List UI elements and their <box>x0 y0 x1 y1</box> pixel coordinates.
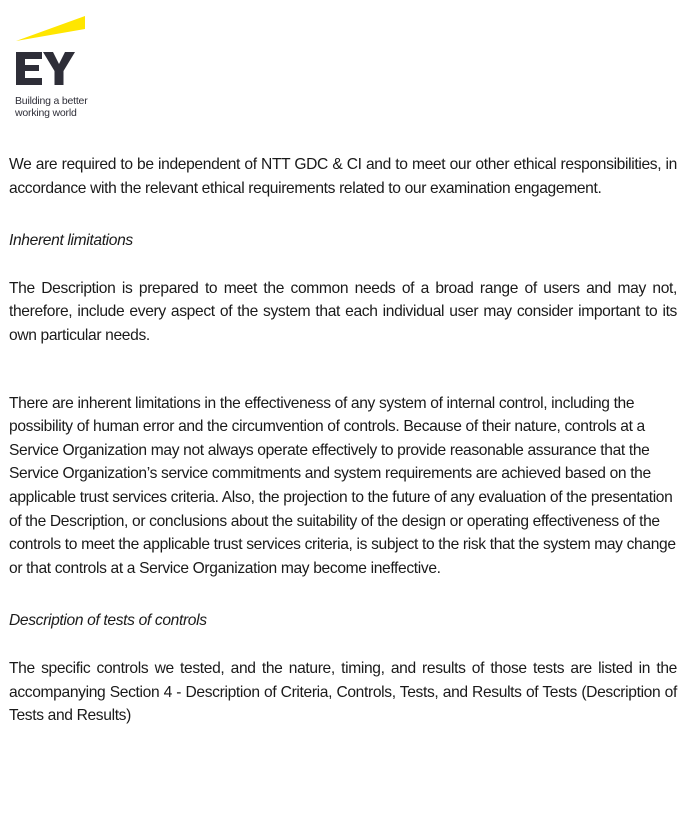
independence-paragraph: We are required to be independent of NTT GDC & CI and to meet our other ethical responsibilities, in accordance with the relevant ethical requirements related to our examination engagement. <box>9 156 677 197</box>
ey-logo-mark <box>12 14 112 94</box>
tagline-line-1: Building a better <box>15 95 88 107</box>
document-body <box>9 153 677 728</box>
logo-letters <box>16 52 75 85</box>
logo-beam <box>16 16 85 41</box>
description-prepared-paragraph: The Description is prepared to meet the common needs of a broad range of users and may not, therefore, include every aspect of the system that each individual user may consider important to its own particular needs. <box>9 279 677 344</box>
tests-description-paragraph: The specific controls we tested, and the nature, timing, and results of those tests are listed in the accompanying Section 4 - Description of Criteria, Controls, Tests, and Results of Tests (Description of Tests and Results) <box>9 659 677 725</box>
inherent-limitations-heading: Inherent limitations <box>9 232 133 250</box>
ey-logo <box>12 14 112 124</box>
logo-tagline <box>15 95 87 119</box>
inherent-limitations-paragraph: There are inherent limitations in the effectiveness of any system of internal control, including the possibility of human error and the circumvention of controls. Because of their nature, controls at a Service Organization may not always operate effectively to provide reasonable assurance that the Service Organization’s service commitments and system requirements are achieved based on the applicable trust services criteria. Also, the projection to the future of any evaluation of the presentation of the Description, or conclusions about the suitability of the design or operating effectiveness of the controls to meet the applicable trust services criteria, is subject to the risk that the system may change or that controls at a Service Organization may become ineffective. <box>9 394 676 577</box>
tests-of-controls-heading: Description of tests of controls <box>9 612 207 630</box>
tagline-line-2: working world <box>15 107 77 119</box>
